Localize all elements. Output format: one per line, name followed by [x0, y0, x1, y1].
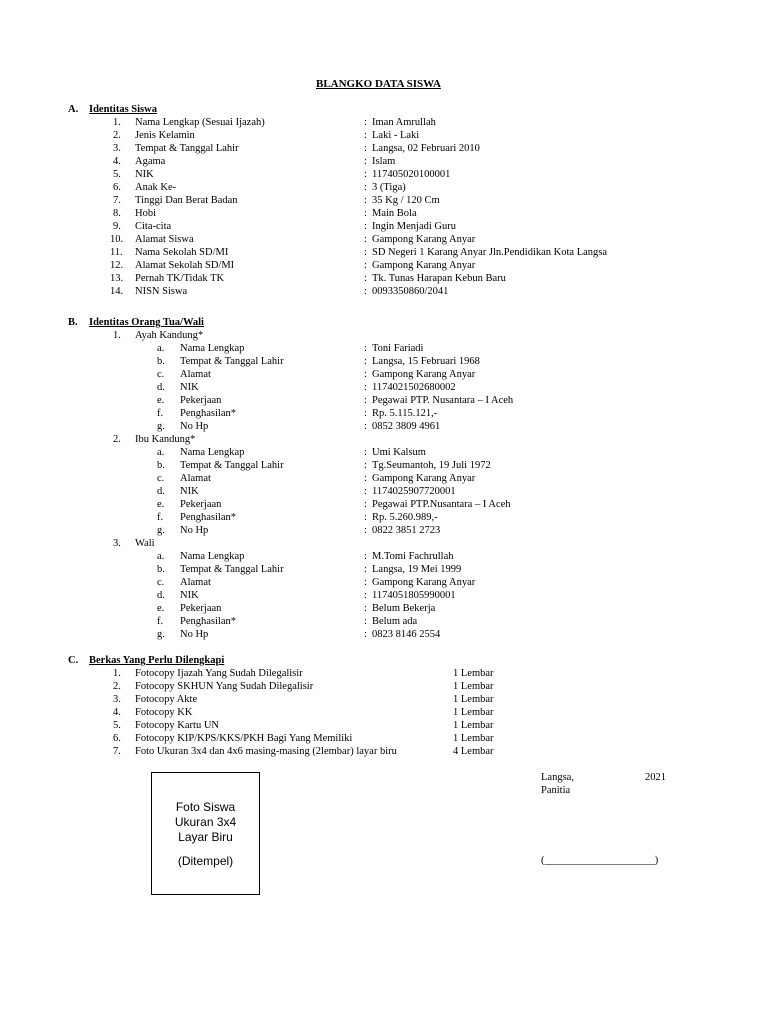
section-c-item-quantity: 1 Lembar — [453, 681, 494, 692]
section-b-item-label: Penghasilan* — [180, 616, 236, 627]
section-c-item-number: 1. — [113, 668, 121, 679]
section-a-item-number: 14. — [110, 286, 124, 297]
signature-year: 2021 — [645, 772, 666, 783]
section-a-item-number: 9. — [113, 221, 121, 232]
section-c-item-number: 4. — [113, 707, 121, 718]
signature-role: Panitia — [541, 785, 571, 796]
section-a-item-value: Gampong Karang Anyar — [372, 234, 476, 245]
section-b-item-label: No Hp — [180, 525, 209, 536]
section-b-item-label: Penghasilan* — [180, 408, 236, 419]
section-b-item-letter: c. — [157, 473, 165, 484]
section-c-item-number: 7. — [113, 746, 121, 757]
section-b-group-number: 1. — [113, 330, 121, 341]
section-b-item-letter: g. — [157, 421, 165, 432]
section-b-letter: B. — [68, 317, 78, 328]
colon-separator: : — [364, 551, 367, 562]
section-a-item-value: Gampong Karang Anyar — [372, 260, 476, 271]
section-b-item-letter: b. — [157, 460, 165, 471]
photo-box-text: (Ditempel) — [177, 854, 234, 868]
section-c-item-label: Fotocopy KK — [135, 707, 193, 718]
section-c-item-number: 2. — [113, 681, 121, 692]
colon-separator: : — [364, 156, 367, 167]
section-b-item-letter: a. — [157, 343, 165, 354]
section-c-item-number: 6. — [113, 733, 121, 744]
colon-separator: : — [364, 260, 367, 271]
section-b-item-letter: c. — [157, 369, 165, 380]
section-a-item-label: Alamat Siswa — [135, 234, 194, 245]
section-a-item-number: 8. — [113, 208, 121, 219]
section-b-item-label: NIK — [180, 486, 199, 497]
section-b-item-label: Alamat — [180, 369, 211, 380]
colon-separator: : — [364, 499, 367, 510]
photo-box-text: Layar Biru — [178, 830, 233, 844]
colon-separator: : — [364, 143, 367, 154]
section-b-item-letter: f. — [157, 408, 164, 419]
section-a-item-label: Jenis Kelamin — [135, 130, 195, 141]
section-b-item-label: No Hp — [180, 421, 209, 432]
section-a-item-number: 13. — [110, 273, 124, 284]
colon-separator: : — [364, 208, 367, 219]
section-a-item-value: Ingin Menjadi Guru — [372, 221, 456, 232]
section-b-item-value: Pegawai PTP. Nusantara – I Aceh — [372, 395, 514, 406]
section-c-item-label: Fotocopy Kartu UN — [135, 720, 219, 731]
colon-separator: : — [364, 130, 367, 141]
colon-separator: : — [364, 525, 367, 536]
section-b-item-label: Tempat & Tanggal Lahir — [180, 356, 284, 367]
section-b-item-letter: e. — [157, 499, 165, 510]
section-b-item-value: Belum ada — [372, 616, 418, 627]
section-b-title: Identitas Orang Tua/Wali — [89, 317, 204, 328]
section-c-item-number: 5. — [113, 720, 121, 731]
section-b-item-label: Pekerjaan — [180, 395, 222, 406]
colon-separator: : — [364, 447, 367, 458]
section-a-item-label: Alamat Sekolah SD/MI — [135, 260, 235, 271]
section-b-group-title: Ayah Kandung* — [135, 330, 204, 341]
colon-separator: : — [364, 356, 367, 367]
section-a-item-label: Agama — [135, 156, 166, 167]
page-title: BLANGKO DATA SISWA — [316, 78, 441, 90]
colon-separator: : — [364, 273, 367, 284]
colon-separator: : — [364, 564, 367, 575]
section-c-item-quantity: 4 Lembar — [453, 746, 494, 757]
section-b-item-letter: b. — [157, 356, 165, 367]
section-c-item-quantity: 1 Lembar — [453, 694, 494, 705]
section-b-group-number: 3. — [113, 538, 121, 549]
colon-separator: : — [364, 577, 367, 588]
colon-separator: : — [364, 395, 367, 406]
section-b-item-letter: d. — [157, 590, 165, 601]
section-b-item-label: Alamat — [180, 577, 211, 588]
section-c-item-number: 3. — [113, 694, 121, 705]
section-a-item-number: 11. — [110, 247, 123, 258]
colon-separator: : — [364, 382, 367, 393]
section-b-item-value: Belum Bekerja — [372, 603, 436, 614]
section-b-item-value: Gampong Karang Anyar — [372, 369, 476, 380]
section-b-item-label: No Hp — [180, 629, 209, 640]
section-b-item-label: Alamat — [180, 473, 211, 484]
section-b-item-letter: a. — [157, 551, 165, 562]
section-b-item-letter: e. — [157, 603, 165, 614]
section-b-item-value: Pegawai PTP.Nusantara – I Aceh — [372, 499, 511, 510]
section-b-item-label: Tempat & Tanggal Lahir — [180, 460, 284, 471]
section-a-item-label: Tinggi Dan Berat Badan — [135, 195, 238, 206]
colon-separator: : — [364, 629, 367, 640]
section-a-item-number: 6. — [113, 182, 121, 193]
section-b-item-value: 0822 3851 2723 — [372, 525, 441, 536]
section-a-item-value: Main Bola — [372, 208, 417, 219]
colon-separator: : — [364, 616, 367, 627]
section-c-item-quantity: 1 Lembar — [453, 707, 494, 718]
section-b-item-label: NIK — [180, 382, 199, 393]
section-b-item-value: Umi Kalsum — [372, 447, 426, 458]
section-a-item-number: 4. — [113, 156, 121, 167]
section-a-item-label: NIK — [135, 169, 154, 180]
section-a-item-number: 10. — [110, 234, 124, 245]
section-a-item-value: Iman Amrullah — [372, 117, 436, 128]
section-b-item-value: 0823 8146 2554 — [372, 629, 441, 640]
section-b-item-value: Tg.Seumantoh, 19 Juli 1972 — [372, 460, 491, 471]
section-a-item-value: 35 Kg / 120 Cm — [372, 195, 440, 206]
section-b-item-value: Rp. 5.115.121,- — [372, 408, 438, 419]
colon-separator: : — [364, 512, 367, 523]
section-b-item-letter: d. — [157, 486, 165, 497]
section-b-group-number: 2. — [113, 434, 121, 445]
colon-separator: : — [364, 169, 367, 180]
section-b-group-title: Wali — [135, 538, 155, 549]
section-a-item-label: Cita-cita — [135, 221, 172, 232]
section-b-item-value: 1174051805990001 — [372, 590, 456, 601]
colon-separator: : — [364, 408, 367, 419]
section-a-item-label: Nama Sekolah SD/MI — [135, 247, 229, 258]
section-b-item-label: Nama Lengkap — [180, 551, 245, 562]
section-b-item-label: Nama Lengkap — [180, 447, 245, 458]
colon-separator: : — [364, 286, 367, 297]
section-a-item-label: NISN Siswa — [135, 286, 188, 297]
section-a-item-number: 1. — [113, 117, 121, 128]
section-b-item-value: 1174021502680002 — [372, 382, 456, 393]
section-a-title: Identitas Siswa — [89, 104, 157, 115]
section-b-item-label: Pekerjaan — [180, 499, 222, 510]
section-a-item-value: Laki - Laki — [372, 130, 420, 141]
colon-separator: : — [364, 603, 367, 614]
photo-placeholder-box — [151, 772, 260, 895]
section-b-item-value: Rp. 5.260.989,- — [372, 512, 438, 523]
section-c-item-label: Fotocopy SKHUN Yang Sudah Dilegalisir — [135, 681, 314, 692]
photo-box-text: Foto Siswa — [175, 800, 236, 814]
photo-box-text: Ukuran 3x4 — [174, 815, 237, 829]
section-c-letter: C. — [68, 655, 79, 666]
section-c-item-label: Fotocopy Ijazah Yang Sudah Dilegalisir — [135, 668, 303, 679]
section-b-item-label: Pekerjaan — [180, 603, 222, 614]
signature-place: Langsa, — [541, 772, 574, 783]
signature-name-line: (_____________________) — [541, 855, 659, 866]
section-b-item-letter: f. — [157, 616, 164, 627]
section-a-item-number: 7. — [113, 195, 121, 206]
section-c-item-label: Fotocopy KIP/KPS/KKS/PKH Bagi Yang Memiliki — [135, 733, 353, 744]
section-b-item-value: Toni Fariadi — [372, 343, 424, 354]
section-b-item-label: Tempat & Tanggal Lahir — [180, 564, 284, 575]
section-b-item-value: Gampong Karang Anyar — [372, 473, 476, 484]
section-a-item-value: Tk. Tunas Harapan Kebun Baru — [372, 273, 506, 284]
colon-separator: : — [364, 234, 367, 245]
section-a-item-number: 12. — [110, 260, 124, 271]
section-b-item-letter: c. — [157, 577, 165, 588]
section-b-item-letter: g. — [157, 525, 165, 536]
section-b-item-letter: e. — [157, 395, 165, 406]
section-a-item-number: 5. — [113, 169, 121, 180]
section-b-item-letter: g. — [157, 629, 165, 640]
section-a-item-number: 3. — [113, 143, 121, 154]
section-a-item-value: 3 (Tiga) — [372, 182, 406, 193]
colon-separator: : — [364, 590, 367, 601]
section-a-item-value: Islam — [372, 156, 396, 167]
colon-separator: : — [364, 221, 367, 232]
section-b-item-value: 1174025907720001 — [372, 486, 456, 497]
section-c-item-quantity: 1 Lembar — [453, 720, 494, 731]
section-c-item-quantity: 1 Lembar — [453, 668, 494, 679]
section-b-item-letter: b. — [157, 564, 165, 575]
colon-separator: : — [364, 195, 367, 206]
section-a-item-value: SD Negeri 1 Karang Anyar Jln.Pendidikan Kota Langsa — [372, 247, 608, 258]
section-c-item-quantity: 1 Lembar — [453, 733, 494, 744]
section-a-item-value: 0093350860/2041 — [372, 286, 449, 297]
section-b-item-value: Langsa, 19 Mei 1999 — [372, 564, 462, 575]
colon-separator: : — [364, 473, 367, 484]
section-b-item-label: Nama Lengkap — [180, 343, 245, 354]
section-a-item-label: Anak Ke- — [135, 182, 177, 193]
section-b-item-value: Langsa, 15 Februari 1968 — [372, 356, 480, 367]
section-c-item-label: Foto Ukuran 3x4 dan 4x6 masing-masing (2lembar) layar biru — [135, 746, 397, 757]
section-c-title: Berkas Yang Perlu Dilengkapi — [89, 655, 225, 666]
colon-separator: : — [364, 343, 367, 354]
section-b-group-title: Ibu Kandung* — [135, 434, 196, 445]
section-a-letter: A. — [68, 104, 79, 115]
colon-separator: : — [364, 369, 367, 380]
section-b-item-letter: d. — [157, 382, 165, 393]
colon-separator: : — [364, 421, 367, 432]
section-b-item-label: Penghasilan* — [180, 512, 236, 523]
section-a-item-label: Nama Lengkap (Sesuai Ijazah) — [135, 117, 265, 128]
section-b-item-value: M.Tomi Fachrullah — [372, 551, 454, 562]
section-b-item-value: 0852 3809 4961 — [372, 421, 441, 432]
section-a-item-label: Pernah TK/Tidak TK — [135, 273, 225, 284]
colon-separator: : — [364, 486, 367, 497]
section-b-item-value: Gampong Karang Anyar — [372, 577, 476, 588]
section-b-item-label: NIK — [180, 590, 199, 601]
colon-separator: : — [364, 247, 367, 258]
section-b-item-letter: a. — [157, 447, 165, 458]
colon-separator: : — [364, 460, 367, 471]
section-a-item-number: 2. — [113, 130, 121, 141]
section-a-item-value: 117405020100001 — [372, 169, 451, 180]
section-a-item-label: Hobi — [135, 208, 156, 219]
section-a-item-value: Langsa, 02 Februari 2010 — [372, 143, 480, 154]
colon-separator: : — [364, 182, 367, 193]
section-a-item-label: Tempat & Tanggal Lahir — [135, 143, 239, 154]
colon-separator: : — [364, 117, 367, 128]
section-c-item-label: Fotocopy Akte — [135, 694, 198, 705]
section-b-item-letter: f. — [157, 512, 164, 523]
